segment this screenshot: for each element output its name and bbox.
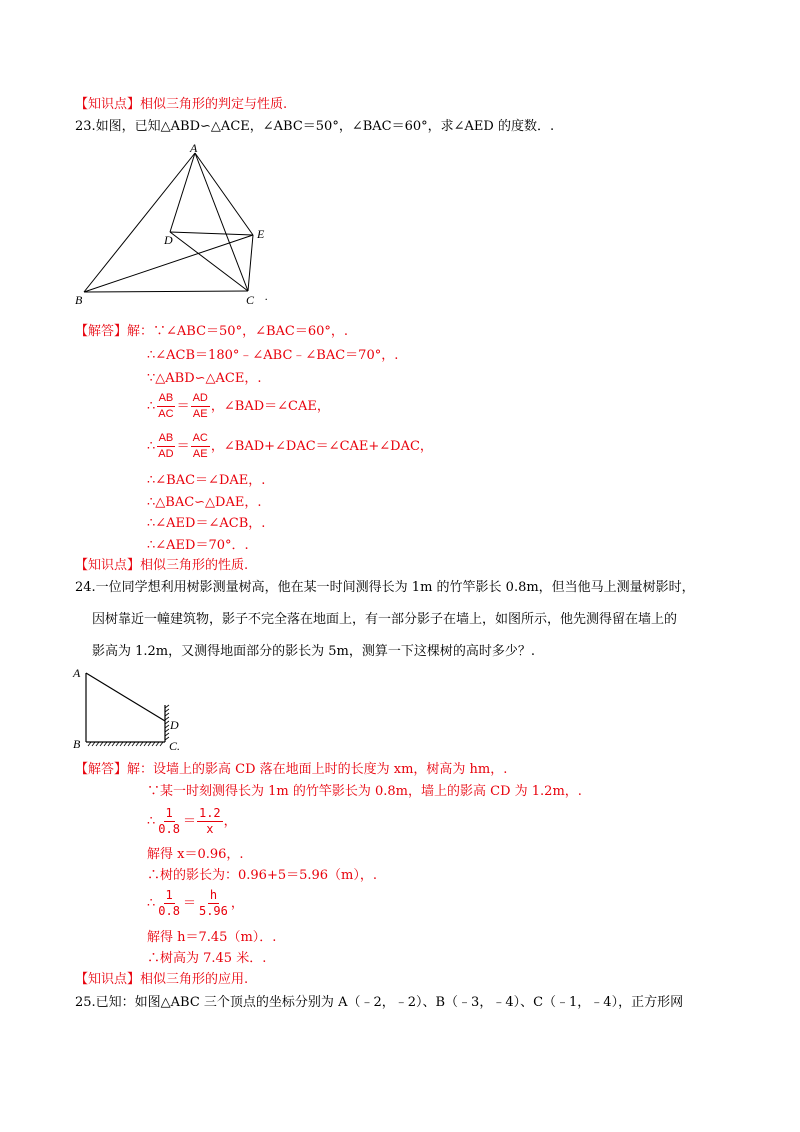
step-4: ∴ $\frac{AB}{AC}$ ＝ $\frac{AD}{AE}$ ，∠BAD＝∠CAE，: [147, 392, 330, 420]
knowledge-point-prev: 【知识点】相似三角形的判定与性质.: [75, 97, 288, 112]
answer-label-23: [75, 323, 348, 341]
answer-24-frac-2: ∴ $\frac{1}{0.8}$ ＝ $\frac{h}{5.96}$ ，: [147, 888, 244, 918]
label-B: B: [75, 293, 83, 305]
step-8: ∴∠AED＝∠ACB，.: [147, 516, 266, 531]
question-25: 25.已知：如图△ABC 三个顶点的坐标分别为 A（﹣2，﹣2）、B（﹣3，﹣4）、C（﹣1，﹣4），正方形网: [75, 995, 684, 1010]
figure-q23: [72, 140, 282, 305]
step-5: ∴ $\frac{AB}{AD}$ ＝ $\frac{AC}{AE}$ ，∠BAD+∠DAC＝∠CAE+∠DAC，: [147, 432, 433, 460]
fraction: $\frac{1.2}{x}$: [198, 806, 221, 836]
label-D: D: [164, 233, 173, 247]
label-B: B: [73, 737, 81, 751]
step-2: ∴∠ACB＝180°﹣∠ABC﹣∠BAC＝70°，.: [147, 348, 399, 363]
label-A: A: [73, 666, 81, 680]
answer-24-step-5: ∴树高为 7.45 米．.: [147, 951, 267, 966]
knowledge-point-23: 【知识点】相似三角形的性质.: [75, 558, 249, 573]
step-1: ∵∠ABC＝50°，∠BAC＝60°，.: [153, 324, 349, 339]
fraction: $\frac{AB}{AD}$: [158, 432, 174, 460]
question-24-line-1: 24.一位同学想利用树影测量树高，他在某一时间测得长为 1m 的竹竿影长 0.8m，但当他马上测量树影时，: [75, 580, 695, 595]
label-C: C.: [169, 739, 181, 753]
step-3: ∵△ABD∽△ACE，.: [147, 371, 262, 386]
step-7: ∴△BAC∽△DAE，.: [147, 495, 262, 510]
fraction: $\frac{AC}{AE}$: [192, 432, 208, 460]
wall-hatch: [165, 705, 169, 740]
fraction: $\frac{h}{5.96}$: [198, 888, 228, 918]
question-23: 23.如图，已知△ABD∽△ACE，∠ABC＝50°，∠BAC＝60°，求∠AED 的度数．.: [75, 119, 555, 134]
step-6: ∴∠BAC＝∠DAE，.: [147, 473, 266, 488]
figure-q24: [70, 660, 190, 755]
fraction: $\frac{1}{0.8}$: [158, 888, 180, 918]
label-D: D: [170, 718, 179, 732]
question-24-line-2: 因树靠近一幢建筑物，影子不完全落在地面上，有一部分影子在墙上，如图所示，他先测得留在墙上的: [92, 612, 678, 627]
label-A: A: [190, 141, 198, 155]
answer-24-step-3: ∴树的影长为：0.96+5＝5.96（m），.: [147, 868, 378, 883]
fraction: $\frac{AD}{AE}$: [192, 392, 208, 420]
answer-24-step-2: 解得 x＝0.96，.: [147, 847, 244, 862]
answer-24-line-1: 【解答】解：设墙上的影高 CD 落在地面上时的长度为 xm，树高为 hm，.: [75, 762, 508, 777]
knowledge-point-24: 【知识点】相似三角形的应用.: [75, 972, 249, 987]
answer-24-step-4: 解得 h＝7.45（m）．.: [147, 930, 277, 945]
answer-24-step-1: ∵某一时刻测得长为 1m 的竹竿影长为 0.8m，墙上的影高 CD 为 1.2m，.: [147, 784, 582, 799]
label-dot: .: [265, 289, 268, 303]
fraction: $\frac{1}{0.8}$: [158, 806, 180, 836]
fraction: $\frac{AB}{AC}$: [158, 392, 174, 420]
answer-tag: 【解答】解：: [75, 324, 154, 339]
label-E: E: [257, 227, 265, 241]
question-24-line-3: 影高为 1.2m，又测得地面部分的影长为 5m，测算一下这棵树的高时多少？.: [92, 644, 535, 659]
answer-24-frac-1: ∴ $\frac{1}{0.8}$ ＝ $\frac{1.2}{x}$ ，: [147, 806, 237, 836]
step-9: ∴∠AED＝70°．.: [147, 538, 249, 553]
label-C: C: [246, 293, 255, 305]
